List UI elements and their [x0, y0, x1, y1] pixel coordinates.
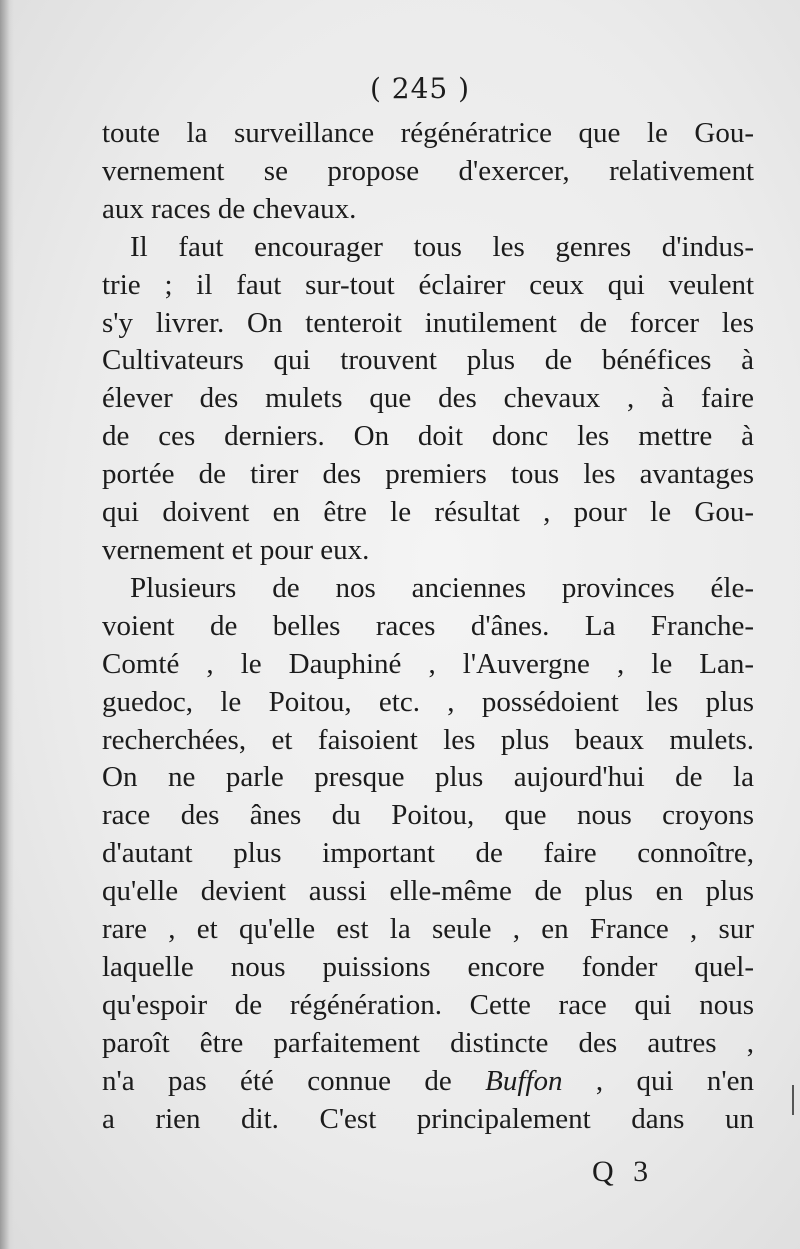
text-line: guedoc, le Poitou, etc. , possédoient les plus: [102, 685, 754, 718]
text-line: d'autant plus important de faire connoître,: [102, 837, 754, 870]
text-line: voient de belles races d'ânes. La Franche-: [102, 609, 754, 642]
text-line: race des ânes du Poitou, que nous croyons: [102, 799, 754, 832]
text-line: [102, 1063, 754, 1101]
edge-mark: [792, 1085, 794, 1115]
text-line: recherchées, et faisoient les plus beaux mulets.: [102, 723, 754, 756]
text-line: paroît être parfaitement distincte des autres ,: [102, 1026, 754, 1059]
text-line: portée de tirer des premiers tous les avantages: [102, 458, 754, 491]
text-line: toute la surveillance régénératrice que le Gou-: [102, 117, 754, 149]
author-name: Buffon: [485, 1064, 563, 1097]
text-line: rare , et qu'elle est la seule , en France , sur: [102, 913, 754, 946]
body-text: [102, 115, 754, 1138]
text-line: Cultivateurs qui trouvent plus de bénéfices à: [102, 344, 754, 377]
text-line: s'y livrer. On tenteroit inutilement de forcer les: [102, 306, 754, 339]
text-line: Plusieurs de nos anciennes provinces éle-: [130, 571, 754, 604]
text-line: Comté , le Dauphiné , l'Auvergne , le Lan-: [102, 647, 754, 680]
text-line: élever des mulets que des chevaux , à faire: [102, 382, 754, 415]
text-line: trie ; il faut sur-tout éclairer ceux qui veulent: [102, 268, 754, 301]
text-line: a rien dit. C'est principalement dans un: [102, 1102, 754, 1135]
text-line: de ces derniers. On doit donc les mettre à: [102, 420, 754, 453]
text-segment: n'a pas été connue de: [102, 1064, 452, 1097]
text-segment: , qui n'en: [595, 1064, 755, 1097]
text-line: qu'espoir de régénération. Cette race qui nous: [102, 988, 754, 1021]
text-line: vernement se propose d'exercer, relativement: [102, 154, 754, 187]
text-line: Il faut encourager tous les genres d'indus-: [130, 230, 754, 263]
text-line: aux races de chevaux.: [102, 192, 357, 225]
page-gutter-shadow: [0, 0, 14, 1249]
text-line: qui doivent en être le résultat , pour le Gou-: [102, 496, 754, 529]
page-number: ( 245 ): [369, 72, 471, 105]
text-line: laquelle nous puissions encore fonder quel-: [102, 950, 754, 983]
text-line: qu'elle devient aussi elle-même de plus en plus: [102, 875, 754, 908]
text-line: On ne parle presque plus aujourd'hui de la: [102, 761, 754, 794]
signature-mark: Q 3: [592, 1155, 655, 1188]
text-line: vernement et pour eux.: [102, 533, 370, 566]
